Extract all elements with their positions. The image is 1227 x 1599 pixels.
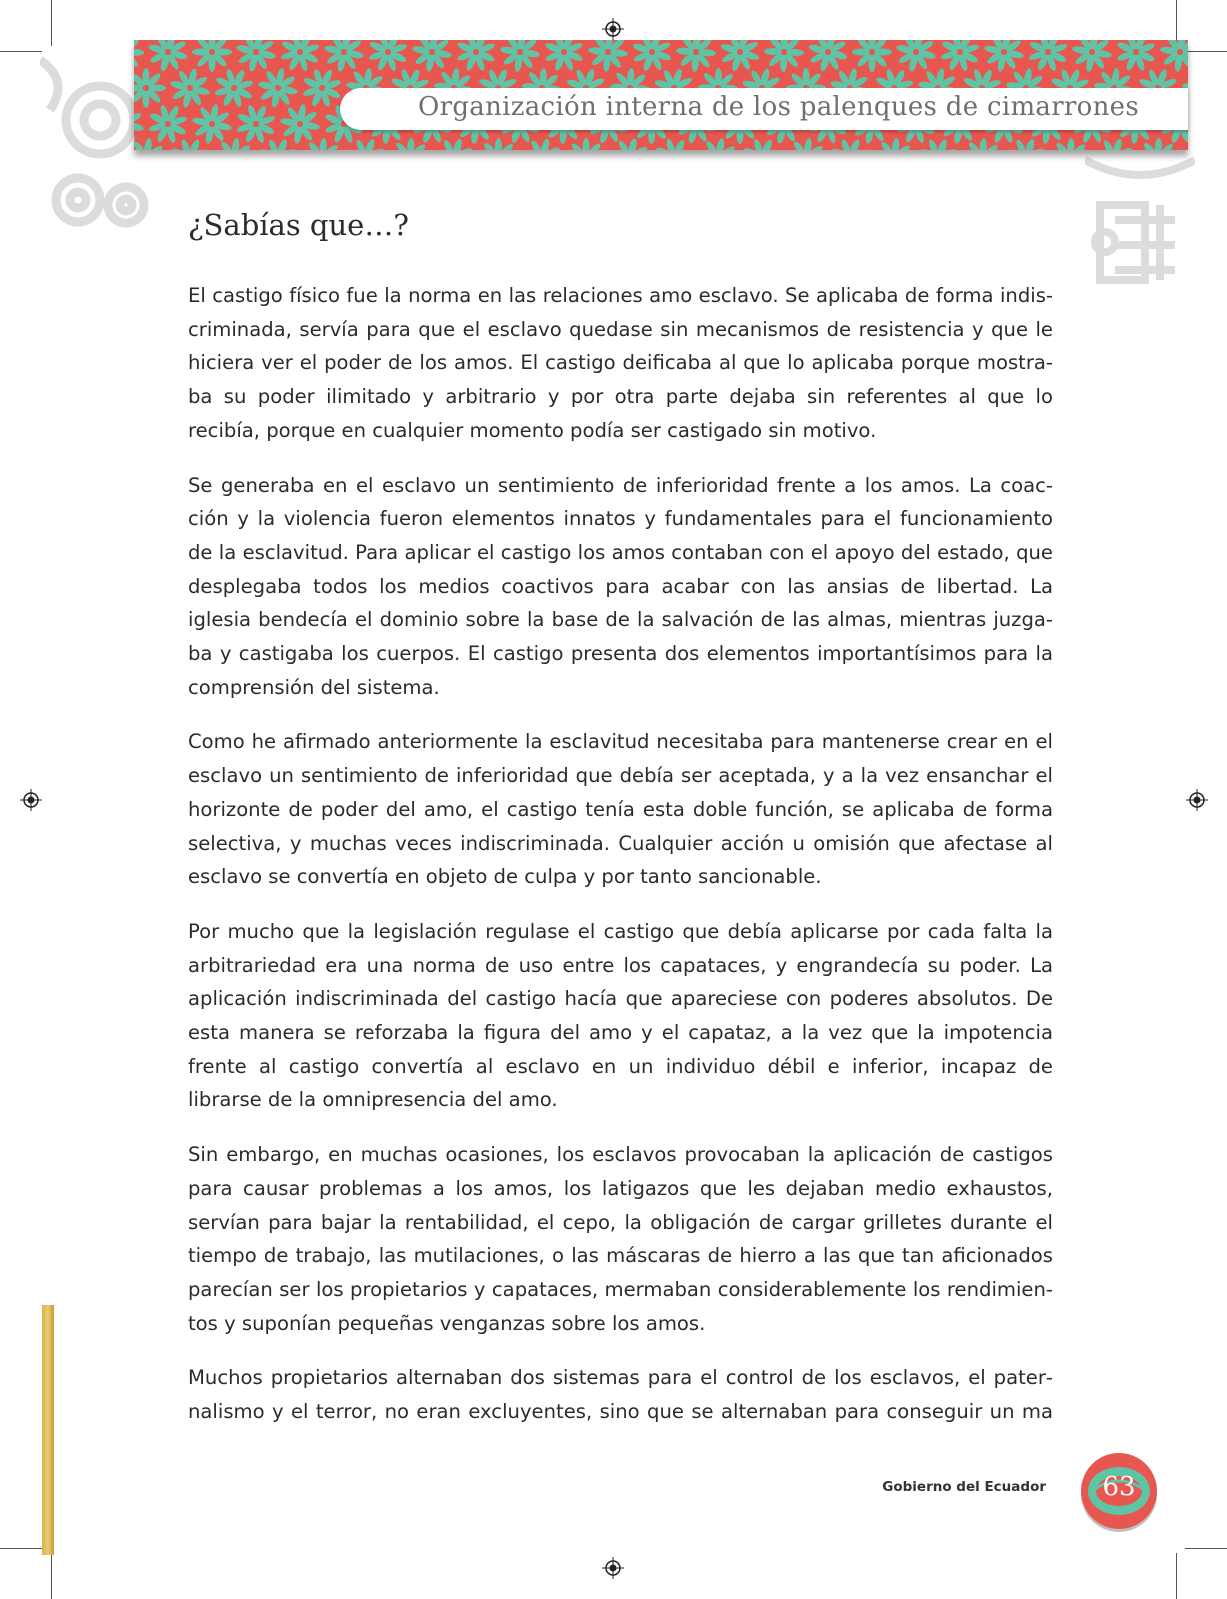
body-text	[188, 279, 1053, 1450]
registration-mark-icon	[1186, 789, 1208, 811]
footer-label: Gobierno del Ecuador	[882, 1479, 1046, 1495]
paragraph: El castigo físico fue la norma en las relaciones amo esclavo. Se aplicaba de forma indiscriminada, servía para que el esclavo quedase sin mecanismos de resistencia y que le hiciera ver el poder de los amos. El castigo deificaba al que lo aplicaba porque mostraba su poder ilimitado y arbitrario y por otra parte dejaba sin referentes al que lo recibía, porque en cualquier momento podía ser castigado sin motivo.	[188, 284, 1053, 442]
header-title: Organización interna de los palenques de cimarrones	[418, 92, 1139, 122]
registration-mark-icon	[602, 18, 624, 40]
page-number: 63	[1102, 1472, 1136, 1502]
paragraph: Se generaba en el esclavo un sentimiento de inferioridad frente a los amos. La coacción y la violencia fueron elementos innatos y fundamentales para el funcionamiento de la esclavitud. Para aplicar el castigo los amos contaban con el apoyo del estado, que desplegaba todos los medios coactivos para acabar con las ansias de libertad. La iglesia bendecía el dominio sobre la base de la salvación de las almas, mientras juzgaba y castigaba los cuerpos. El castigo presenta dos elementos importantísimos para la comprensión del sistema.	[188, 473, 1053, 699]
crop-mark	[1176, 1553, 1177, 1599]
crop-mark	[1185, 1548, 1227, 1549]
crop-mark	[0, 51, 42, 52]
crop-mark	[0, 1548, 42, 1549]
crop-mark	[1185, 51, 1227, 52]
paragraph: Muchos propietarios alternaban dos sistemas para el control de los esclavos, el paternalismo y el terror, no eran excluyentes, sino que se alternaban para conseguir un ma	[188, 1366, 1053, 1424]
paragraph: Por mucho que la legislación regulase el castigo que debía aplicarse por cada falta la arbitrariedad era una norma de uso entre los capataces, y engrandecía su poder. La aplicación indiscriminada del castigo hacía que apareciese con poderes absolutos. De esta manera se reforzaba la figura del amo y el capataz, a la vez que la impotencia frente al castigo convertía al esclavo en un individuo débil e inferior, incapaz de librarse de la omnipresencia del amo.	[188, 919, 1053, 1112]
crop-mark	[51, 1553, 52, 1599]
paragraph: Como he afirmado anteriormente la esclavitud necesitaba para mantenerse crear en el esclavo un sentimiento de inferioridad que debía ser aceptada, y a la vez ensanchar el horizonte de poder del amo, el castigo tenía esta doble función, se aplicaba de forma selectiva, y muchas veces indiscriminada. Cualquier acción u omisión que afectase al esclavo se convertía en objeto de culpa y por tanto sancionable.	[188, 730, 1053, 889]
paragraph: Sin embargo, en muchas ocasiones, los esclavos provocaban la aplicación de castigos para causar problemas a los amos, los latigazos que les dejaban medio exhaustos, servían para bajar la rentabilidad, el cepo, la obligación de cargar grilletes durante el tiempo de trabajo, las mutilaciones, o las máscaras de hierro a las que tan aficionados parecían ser los propietarios y capataces, mermaban considerablemente los rendimientos y suponían pequeñas venganzas sobre los amos.	[188, 1143, 1053, 1335]
section-heading: ¿Sabías que…?	[188, 208, 409, 242]
decorative-strip	[42, 1305, 54, 1555]
registration-mark-icon	[602, 1557, 624, 1579]
registration-mark-icon	[20, 789, 42, 811]
spiral-ornament-icon	[1085, 150, 1195, 295]
